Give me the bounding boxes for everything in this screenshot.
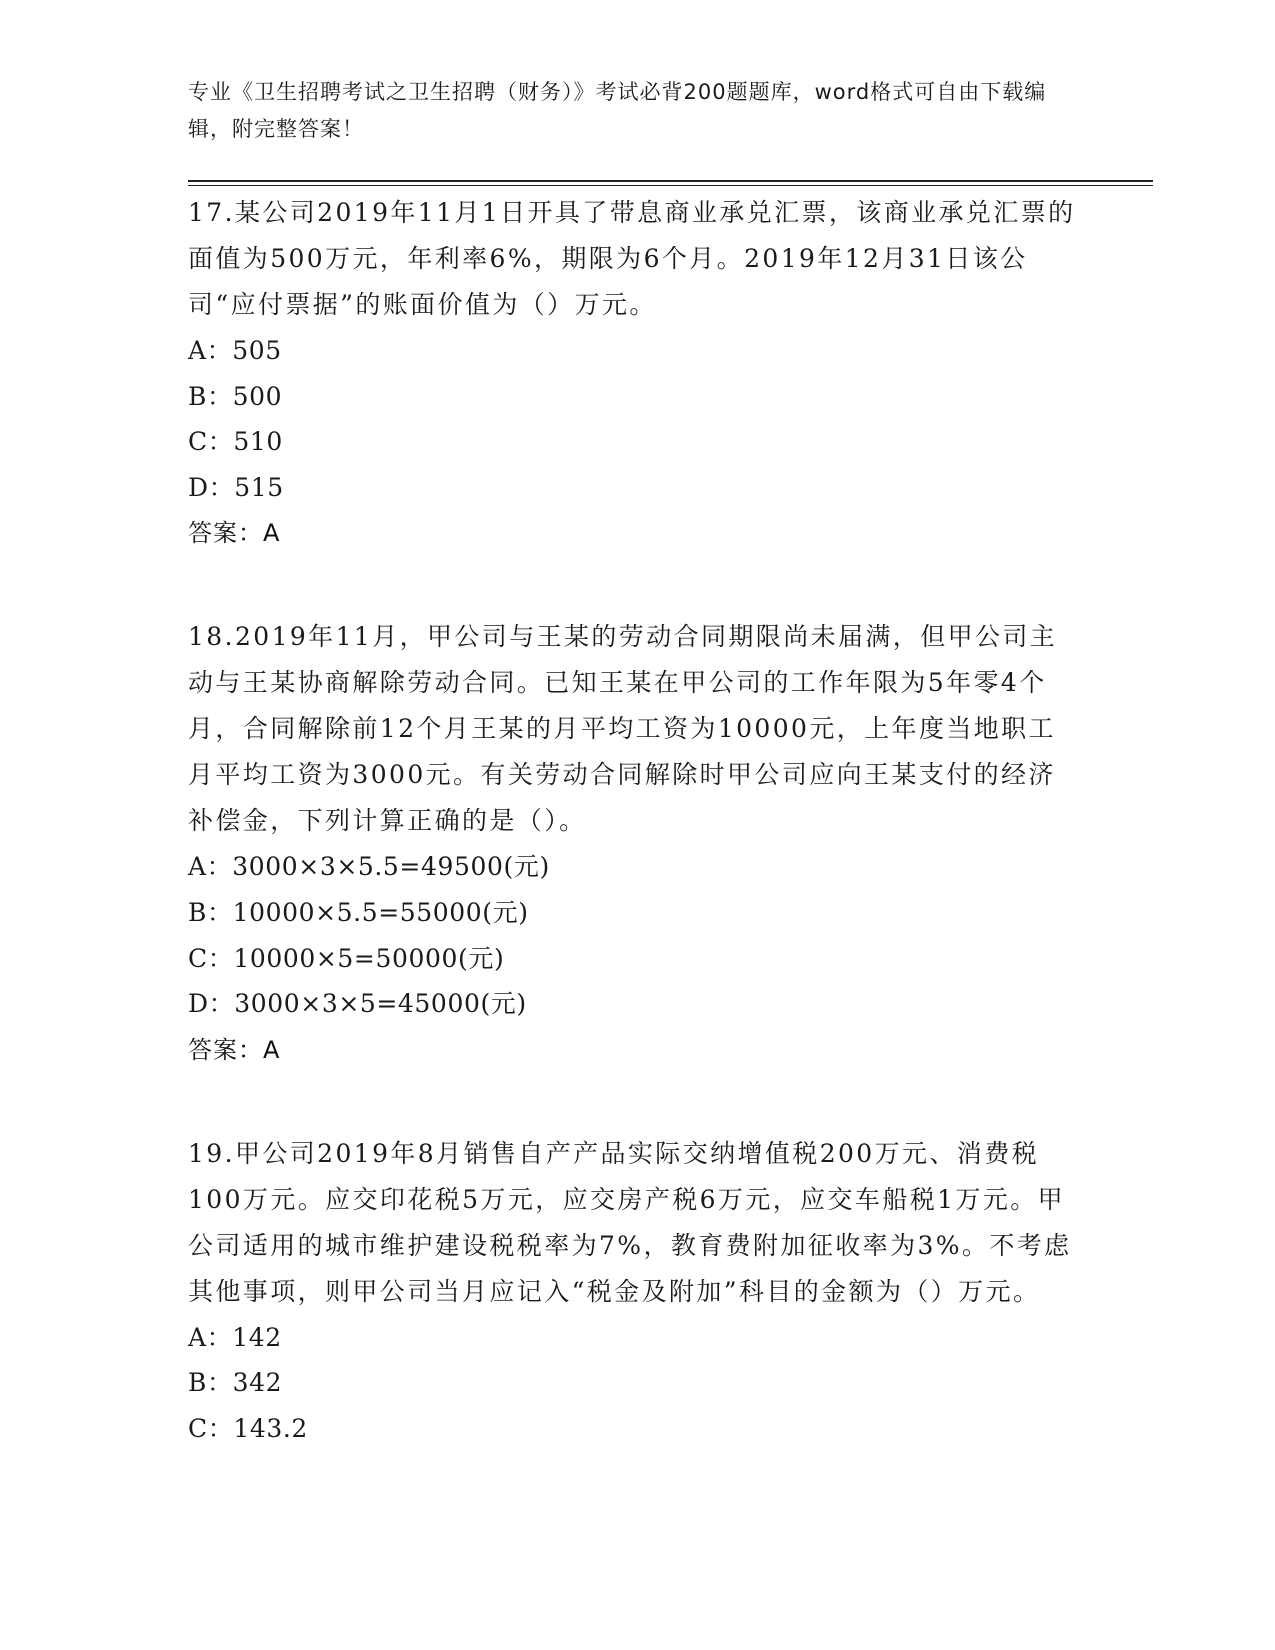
- option-c: C：10000×5=50000(元): [188, 943, 505, 973]
- option-a: A：3000×3×5.5=49500(元): [188, 852, 550, 882]
- option-d: D：515: [188, 472, 284, 502]
- option-c: C：510: [188, 427, 283, 457]
- option-c: C：143.2: [188, 1413, 308, 1443]
- document-header-title: 专业《卫生招聘考试之卫生招聘（财务）》考试必背200题题库，word格式可自由下载编辑，附完整答案！: [188, 80, 1047, 141]
- header-divider-thick: [188, 180, 1153, 182]
- answer-label: 答案：A: [188, 519, 281, 548]
- option-a: A：505: [188, 336, 282, 365]
- question-17: [188, 190, 1088, 556]
- question-18: [188, 614, 1088, 1072]
- document-page: [188, 0, 1088, 1452]
- option-b: B：500: [188, 381, 283, 411]
- question-stem: 17.某公司2019年11月1日开具了带息商业承兑汇票，该商业承兑汇票的面值为500万元，年利率6%，期限为6个月。2019年12月31日该公司“应付票据”的账面价值为（）万元。: [188, 198, 1076, 319]
- answer-label: 答案：A: [188, 1035, 281, 1064]
- question-stem: 18.2019年11月，甲公司与王某的劳动合同期限尚未届满，但甲公司主动与王某协商解除劳动合同。已知王某在甲公司的工作年限为5年零4个月，合同解除前12个月王某的月平均工资为10000元，上年度当地职工月平均工资为3000元。有关劳动合同解除时甲公司应向王某支付的经济补偿金，下列计算正确的是（）。: [188, 622, 1058, 836]
- question-stem: 19.甲公司2019年8月销售自产产品实际交纳增值税200万元、消费税100万元。应交印花税5万元，应交房产税6万元，应交车船税1万元。甲公司适用的城市维护建设税税率为7%，教育费附加征收率为3%。不考虑其他事项，则甲公司当月应记入“税金及附加”科目的金额为（）万元。: [188, 1138, 1072, 1306]
- option-d: D：3000×3×5=45000(元): [188, 989, 527, 1019]
- question-19: [188, 1131, 1088, 1452]
- option-b: B：342: [188, 1368, 283, 1398]
- option-a: A：142: [188, 1322, 282, 1352]
- option-b: B：10000×5.5=55000(元): [188, 897, 529, 927]
- header-divider-thin: [188, 185, 1153, 186]
